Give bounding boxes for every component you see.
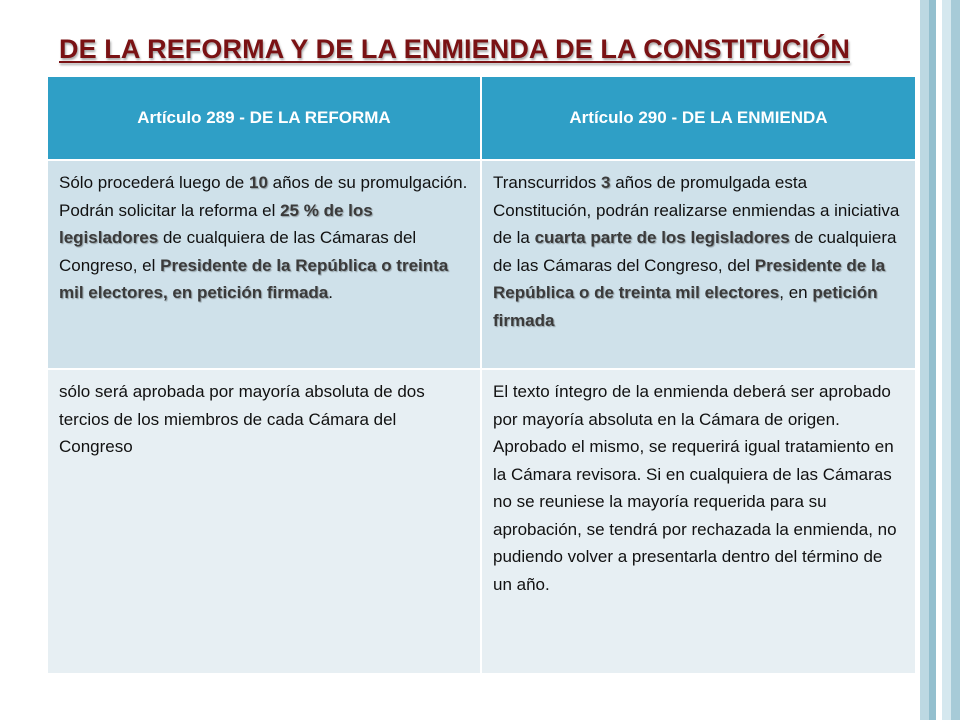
highlight-text: petición firmada — [493, 283, 878, 330]
text-segment: de cualquiera de las Cámaras del Congreso, del — [493, 228, 897, 275]
text-segment: de cualquiera de las Cámaras del Congreso, el — [59, 228, 417, 275]
enmienda-initiative-cell — [481, 160, 915, 369]
header-reforma: Artículo 289 - DE LA REFORMA — [48, 77, 481, 160]
highlight-text: Presidente de la República o treinta mil electores, en petición firmada — [59, 255, 449, 302]
text-segment: años de promulgada esta Constitución, podrán realizarse enmiendas a iniciativa de la — [493, 173, 900, 247]
comparison-table — [48, 77, 915, 673]
text-segment: años de su promulgación. Podrán solicitar la reforma el — [59, 173, 468, 220]
slide-title: DE LA REFORMA Y DE LA ENMIENDA DE LA CONSTITUCIÓN — [59, 34, 850, 64]
table-row — [48, 369, 915, 673]
highlight-text: 3 — [601, 173, 611, 192]
stripe — [942, 0, 951, 720]
reforma-initiative-cell — [48, 160, 481, 369]
text-segment: , en — [779, 283, 813, 302]
stripe — [920, 0, 929, 720]
decorative-side-stripes — [920, 0, 960, 720]
highlight-text: Presidente de la República o de treinta mil electores — [493, 255, 886, 302]
reforma-approval-cell: sólo será aprobada por mayoría absoluta de dos tercios de los miembros de cada Cámara del Congreso — [48, 369, 481, 673]
text-segment: Transcurridos — [493, 173, 602, 192]
highlight-text: 10 — [248, 173, 268, 192]
table-header-row — [48, 77, 915, 160]
text-segment: Sólo procederá luego de — [59, 173, 249, 192]
stripe — [951, 0, 960, 720]
text-segment: . — [328, 283, 333, 302]
enmienda-approval-cell: El texto íntegro de la enmienda deberá ser aprobado por mayoría absoluta en la Cámara de origen. Aprobado el mismo, se requerirá igual tratamiento en la Cámara revisora. Si en cualquiera de las Cámaras no se reuniese la mayoría requerida para su aprobación, se tendrá por rechazada la enmienda, no pudiendo volver a presentarla dentro del término de un año. — [481, 369, 915, 673]
header-enmienda: Artículo 290 - DE LA ENMIENDA — [481, 77, 915, 160]
highlight-text: 25 % de los legisladores — [59, 200, 373, 247]
highlight-text: cuarta parte de los legisladores — [534, 228, 790, 247]
table-row — [48, 160, 915, 369]
stripe — [929, 0, 936, 720]
